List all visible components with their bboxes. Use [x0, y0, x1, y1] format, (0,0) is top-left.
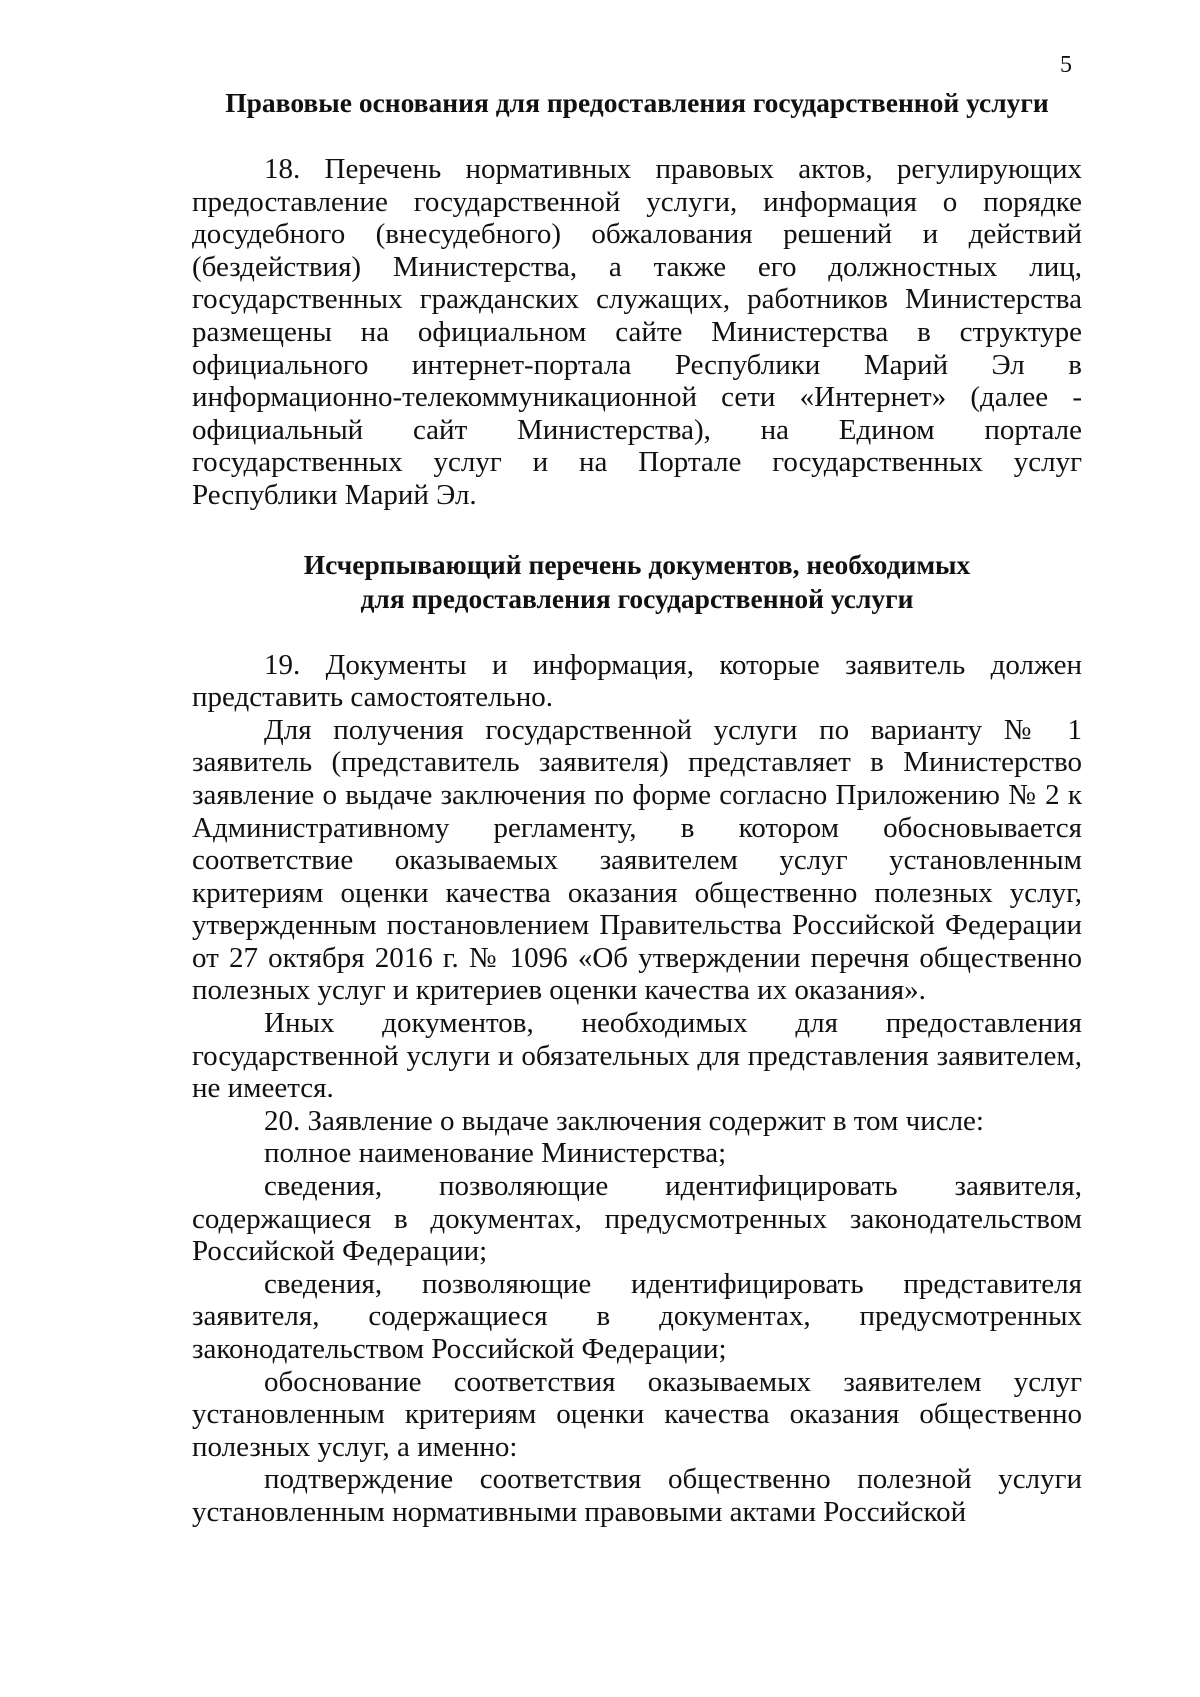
list-item-ministry-name: полное наименование Министерства;	[264, 1137, 727, 1170]
list-item-justification: обоснование соответствия оказываемых заявителем услуг установленным критериям оценки качества оказания общественно полезных услуг, а именно:	[192, 1365, 1082, 1463]
list-item-representative-info: сведения, позволяющие идентифицировать представителя заявителя, содержащиеся в документах, предусмотренных законодательством Российской Федерации;	[192, 1267, 1082, 1365]
list-item-applicant-info: сведения, позволяющие идентифицировать заявителя, содержащиеся в документах, предусмотренных законодательством Российской Федерации;	[192, 1170, 1082, 1268]
list-item-confirmation: подтверждение соответствия общественно полезной услуги установленным нормативными правовыми актами Российской	[192, 1463, 1082, 1528]
paragraph-variant-1: Для получения государственной услуги по варианту № 1 заявитель (представитель заявителя) представляет в Министерство заявление о выдаче заключения по форме согласно Приложению № 2 к Административному регламенту, в котором обосновывается соответствие оказываемых заявителем услуг установленным критериям оценки качества оказания общественно полезных услуг, утвержденным постановлением Правительства Российской Федерации от 27 октября 2016 г. № 1096 «Об утверждении перечня общественно полезных услуг и критериев оценки качества их оказания».	[192, 713, 1082, 1007]
paragraph-19: 19. Документы и информация, которые заявитель должен представить самостоятельно.	[192, 648, 1082, 714]
paragraph-20: 20. Заявление о выдаче заключения содержит в том числе:	[264, 1104, 984, 1137]
page-number: 5	[1060, 52, 1072, 78]
heading-line: для предоставления государственной услуги	[360, 582, 914, 614]
section-heading-legal-basis: Правовые основания для предоставления государственной услуги	[225, 87, 1049, 118]
paragraph-18: 18. Перечень нормативных правовых актов, регулирующих предоставление государственной услуги, информация о порядке досудебного (внесудебного) обжалования решений и действий (бездействия) Министерства, а также его должностных лиц, государственных гражданских служащих, работников Министерства размещены на официальном сайте Министерства в структуре официального интернет-портала Республики Марий Эл в информационно-телекоммуникационной сети «Интернет» (далее - официальный сайт Министерства), на Едином портале государственных услуг и на Портале государственных услуг Республики Марий Эл.	[192, 153, 1082, 511]
heading-line: Исчерпывающий перечень документов, необходимых	[303, 548, 971, 580]
paragraph-no-other-docs: Иных документов, необходимых для предоставления государственной услуги и обязательных для представления заявителем, не имеется.	[192, 1007, 1082, 1105]
section-heading-documents-list	[192, 548, 1082, 616]
document-body	[192, 86, 1082, 1529]
